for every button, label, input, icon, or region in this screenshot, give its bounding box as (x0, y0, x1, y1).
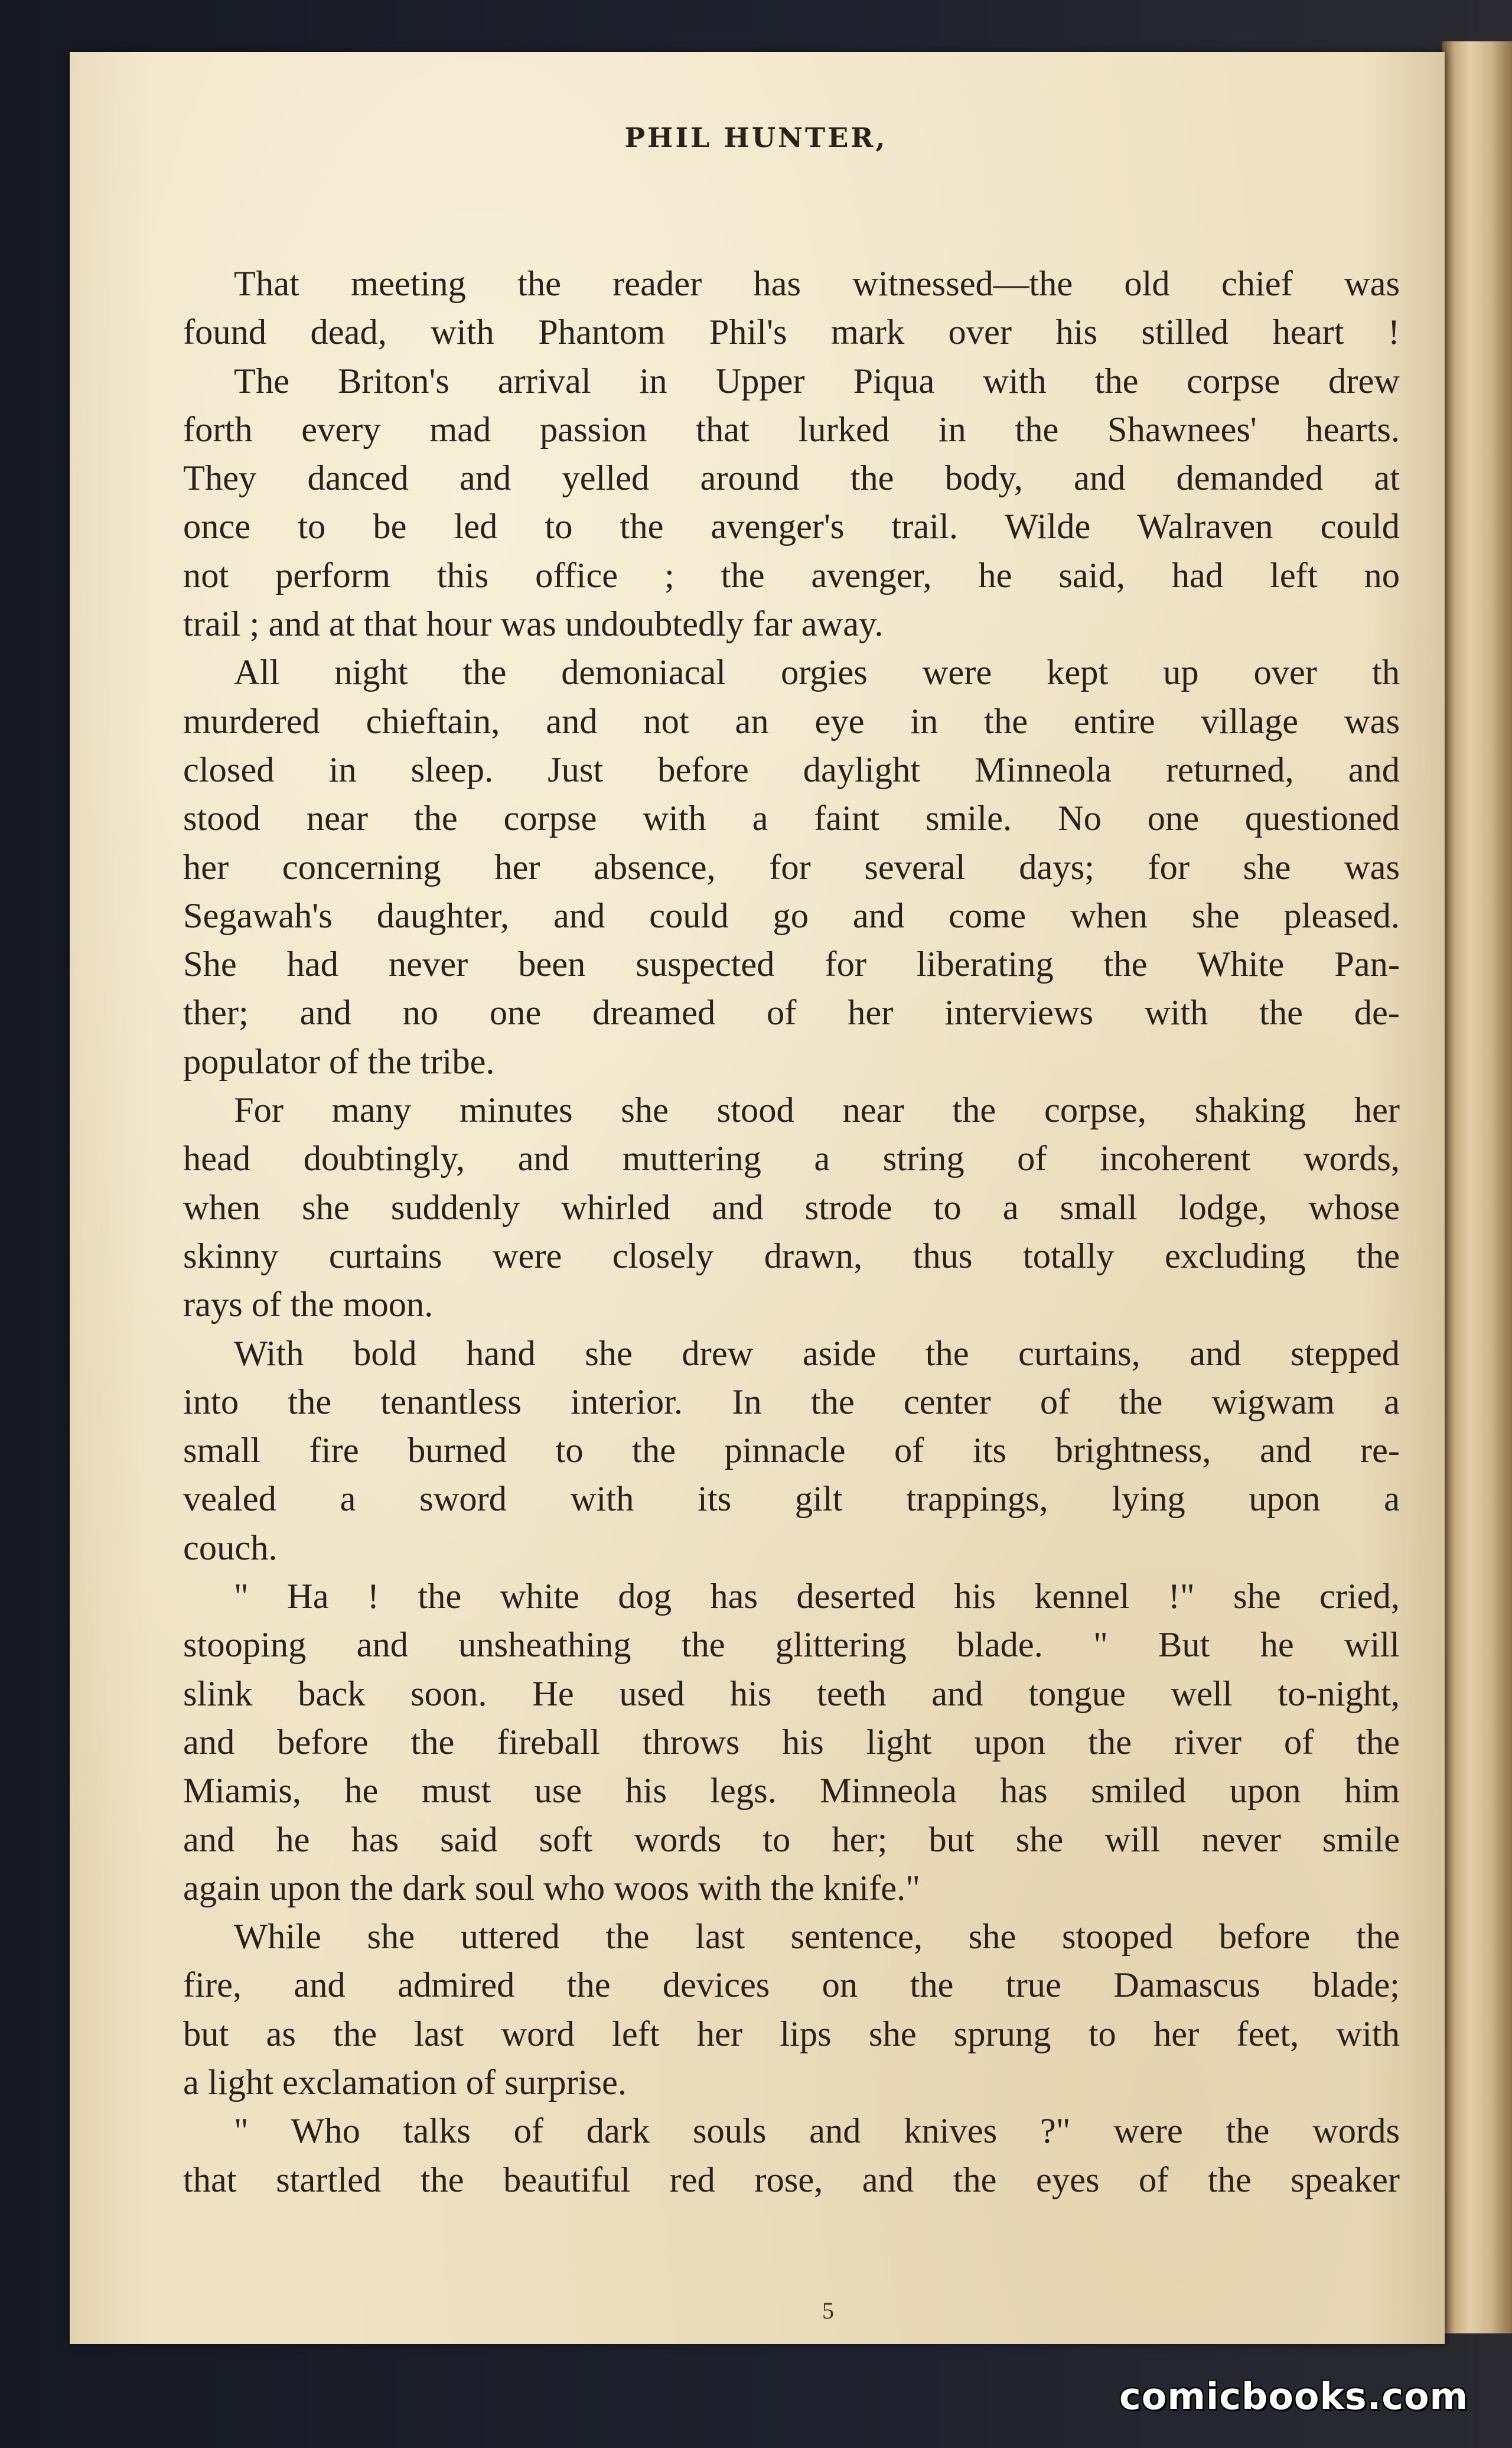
text-line: fire, and admired the devices on the true Damascus blade; (183, 1965, 1400, 2006)
text-line: skinny curtains were closely drawn, thus totally excluding the (183, 1236, 1400, 1276)
text-line: ther; and no one dreamed of her interviews with the de- (183, 993, 1400, 1033)
text-line: closed in sleep. Just before daylight Minneola returned, and (183, 750, 1400, 790)
text-line: her concerning her absence, for several days; for she was (183, 847, 1400, 887)
watermark: comicbooks.com (1119, 2375, 1469, 2418)
running-head: PHIL HUNTER, (624, 122, 888, 154)
text-line: slink back soon. He used his teeth and tongue well to-night, (183, 1674, 1400, 1714)
text-line: found dead, with Phantom Phil's mark over his stilled heart ! (183, 312, 1400, 353)
text-line: That meeting the reader has witnessed—the old chief was (234, 264, 1400, 304)
text-line: " Ha ! the white dog has deserted his kennel !" she cried, (234, 1577, 1400, 1617)
text-line: murdered chieftain, and not an eye in the entire village was (183, 701, 1400, 741)
text-line: rays of the moon. (183, 1285, 434, 1325)
text-line: once to be led to the avenger's trail. Wilde Walraven could (183, 507, 1400, 547)
text-line: again upon the dark soul who woos with the knife." (183, 1868, 920, 1908)
text-line: Segawah's daughter, and could go and come when she pleased. (183, 896, 1400, 936)
text-line: trail ; and at that hour was undoubtedly far away. (183, 604, 884, 644)
text-line: forth every mad passion that lurked in the Shawnees' hearts. (183, 409, 1400, 450)
text-line: a light exclamation of surprise. (183, 2062, 627, 2102)
text-line: and before the fireball throws his light upon the river of the (183, 1722, 1400, 1762)
text-line: The Briton's arrival in Upper Piqua with the corpse drew (234, 361, 1400, 401)
text-line: She had never been suspected for liberating the White Pan- (183, 945, 1400, 985)
body-text (183, 260, 1400, 2205)
text-line: While she uttered the last sentence, she stooped before the (234, 1917, 1400, 1957)
page-edge (1441, 41, 1512, 2333)
text-line: populator of the tribe. (183, 1041, 495, 1082)
text-line: head doubtingly, and muttering a string of incoherent words, (183, 1139, 1400, 1179)
text-line: that startled the beautiful red rose, and the eyes of the speaker (183, 2160, 1400, 2200)
text-line: All night the demoniacal orgies were kept up over th (234, 653, 1400, 693)
text-line: They danced and yelled around the body, and demanded at (183, 458, 1400, 499)
text-line: stooping and unsheathing the glittering blade. " But he will (183, 1625, 1400, 1665)
text-line: and he has said soft words to her; but she will never smile (183, 1819, 1400, 1860)
text-line: stood near the corpse with a faint smile. No one questioned (183, 799, 1400, 839)
text-line: into the tenantless interior. In the center of the wigwam a (183, 1382, 1400, 1422)
text-line: " Who talks of dark souls and knives ?" were the words (234, 2111, 1400, 2151)
text-line: vealed a sword with its gilt trappings, lying upon a (183, 1479, 1400, 1519)
text-line: For many minutes she stood near the corpse, shaking her (234, 1090, 1400, 1131)
text-line: small fire burned to the pinnacle of its brightness, and re- (183, 1431, 1400, 1471)
text-line: not perform this office ; the avenger, he said, had left no (183, 555, 1400, 595)
text-line: With bold hand she drew aside the curtains, and stepped (234, 1333, 1400, 1373)
folio-mark: 5 (822, 2297, 834, 2324)
text-line: when she suddenly whirled and strode to a small lodge, whose (183, 1187, 1400, 1228)
text-line: couch. (183, 1528, 278, 1568)
text-line: Miamis, he must use his legs. Minneola has smiled upon him (183, 1771, 1400, 1811)
text-line: but as the last word left her lips she sprung to her feet, with (183, 2014, 1400, 2054)
